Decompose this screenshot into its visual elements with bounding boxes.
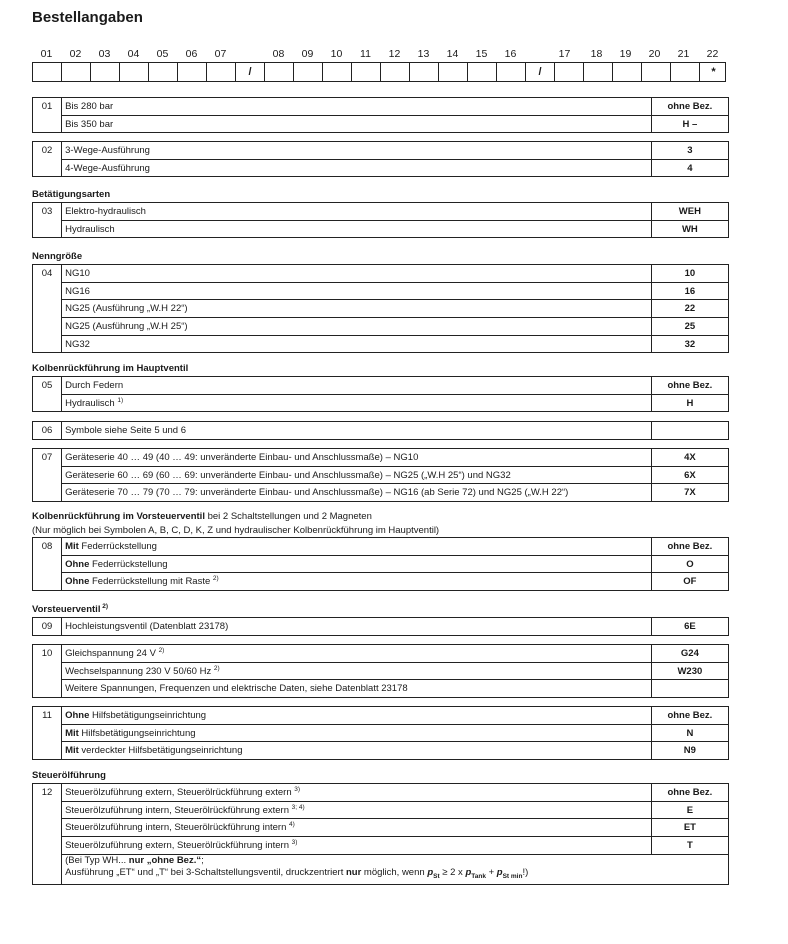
code-position-10: 10 (330, 48, 343, 60)
option-description: Wechselspannung 230 V 50/60 Hz $^{2)}$ (62, 662, 652, 680)
option-description: Hydraulisch (62, 220, 652, 238)
position-number: 02 (33, 142, 62, 177)
option-code: W230 (651, 662, 728, 680)
option-description: NG16 (62, 282, 652, 300)
code-position-19: 19 (619, 48, 632, 60)
code-box (294, 63, 323, 81)
option-table-08 (32, 537, 729, 591)
option-code: 16 (651, 282, 728, 300)
option-code (651, 422, 728, 440)
table-row (33, 318, 729, 336)
option-description: NG25 (Ausführung „W.H 22“) (62, 300, 652, 318)
option-code: O (651, 555, 728, 573)
code-box (613, 63, 642, 81)
position-number: 11 (33, 707, 62, 760)
table-row (33, 645, 729, 663)
code-box (178, 63, 207, 81)
option-description: Mit Hilfsbetätigungseinrichtung (62, 724, 652, 742)
option-code: E (651, 801, 728, 819)
option-description: Bis 350 bar (62, 115, 652, 133)
code-box (468, 63, 497, 81)
option-description: Steuerölzuführung extern, Steuerölrückführung intern $^{3)}$ (62, 837, 652, 855)
option-description: Geräteserie 60 … 69 (60 … 69: unveränderte Einbau- und Anschlussmaße) – NG25 („W.H 25“) und NG32 (62, 466, 652, 484)
code-position-09: 09 (301, 48, 314, 60)
section-heading: Steuerölführung (32, 770, 106, 781)
option-code: G24 (651, 645, 728, 663)
option-description: 3-Wege-Ausführung (62, 142, 652, 160)
option-description: Steuerölzuführung extern, Steuerölrückführung extern $^{3)}$ (62, 784, 652, 802)
code-box (642, 63, 671, 81)
table-row (33, 159, 729, 177)
section-heading: Kolbenrückführung im Hauptventil (32, 363, 189, 374)
table-row (33, 538, 729, 556)
option-code: ohne Bez. (651, 98, 728, 116)
position-number: 03 (33, 203, 62, 238)
table-row (33, 662, 729, 680)
option-description: Mit Federrückstellung (62, 538, 652, 556)
code-position-04: 04 (127, 48, 140, 60)
section-07 (32, 448, 729, 502)
section-note: (Nur möglich bei Symbolen A, B, C, D, K, Z und hydraulischer Kolbenrückführung im Hauptventil) (32, 525, 440, 536)
code-box: / (526, 63, 555, 81)
section-heading: Nenngröße (32, 251, 83, 262)
option-description: Mit verdeckter Hilfsbetätigungseinrichtung (62, 742, 652, 760)
option-description: Weitere Spannungen, Frequenzen und elektrische Daten, siehe Datenblatt 23178 (62, 680, 652, 698)
position-number: 10 (33, 645, 62, 698)
option-description: Geräteserie 70 … 79 (70 … 79: unveränderte Einbau- und Anschlussmaße) – NG16 (ab Serie 72) und NG25 („W.H 22“) (62, 484, 652, 502)
option-table-06 (32, 421, 729, 440)
table-row (33, 801, 729, 819)
section-heading: Betätigungsarten (32, 189, 111, 200)
option-code: 3 (651, 142, 728, 160)
table-row (33, 618, 729, 636)
option-code: 6E (651, 618, 728, 636)
table-row (33, 680, 729, 698)
option-code: 22 (651, 300, 728, 318)
table-row (33, 142, 729, 160)
table-row (33, 484, 729, 502)
option-code: ohne Bez. (651, 377, 728, 395)
option-code: ohne Bez. (651, 707, 728, 725)
section-heading: Vorsteuerventil $^{2)}$ (32, 602, 109, 615)
option-code: 6X (651, 466, 728, 484)
position-number: 05 (33, 377, 62, 412)
code-box (671, 63, 700, 81)
section-10 (32, 644, 729, 698)
code-box (352, 63, 381, 81)
code-position-15: 15 (475, 48, 488, 60)
table-row (33, 335, 729, 353)
option-code: N9 (651, 742, 728, 760)
table-row (33, 724, 729, 742)
table-row (33, 282, 729, 300)
section-08 (32, 510, 729, 591)
position-number: 07 (33, 449, 62, 502)
section-heading: Kolbenrückführung im Vorsteuerventil bei 2 Schaltstellungen und 2 Magneten (32, 511, 372, 522)
option-code: 4 (651, 159, 728, 177)
option-description: Hydraulisch $^{1)}$ (62, 394, 652, 412)
option-code: H (651, 394, 728, 412)
position-number: 01 (33, 98, 62, 133)
option-description: Durch Federn (62, 377, 652, 395)
page-title: Bestellangaben (32, 9, 143, 26)
code-position-11: 11 (360, 48, 371, 60)
code-box (120, 63, 149, 81)
option-description: NG32 (62, 335, 652, 353)
option-description: Gleichspannung 24 V $^{2)}$ (62, 645, 652, 663)
option-description: NG10 (62, 265, 652, 283)
table-row (33, 98, 729, 116)
option-description: 4-Wege-Ausführung (62, 159, 652, 177)
code-position-16: 16 (504, 48, 517, 60)
table-row (33, 265, 729, 283)
option-code: ET (651, 819, 728, 837)
option-code: 32 (651, 335, 728, 353)
table-row (33, 819, 729, 837)
section-06 (32, 421, 729, 440)
option-code: ohne Bez. (651, 784, 728, 802)
table-row (33, 377, 729, 395)
table-row (33, 837, 729, 855)
section-12 (32, 769, 729, 885)
code-position-06: 06 (185, 48, 198, 60)
position-number: 08 (33, 538, 62, 591)
option-table-04 (32, 264, 729, 353)
code-position-01: 01 (40, 48, 53, 60)
option-description: Ohne Federrückstellung mit Raste $^{2)}$ (62, 573, 652, 591)
code-box (323, 63, 352, 81)
option-table-03 (32, 202, 729, 238)
option-description: Ohne Hilfsbetätigungseinrichtung (62, 707, 652, 725)
table-row (33, 742, 729, 760)
option-table-10 (32, 644, 729, 698)
code-box (555, 63, 584, 81)
code-position-08: 08 (272, 48, 285, 60)
code-position-05: 05 (156, 48, 169, 60)
option-code: WEH (651, 203, 728, 221)
option-code: 7X (651, 484, 728, 502)
section-09 (32, 603, 729, 636)
table-row (33, 466, 729, 484)
code-box (439, 63, 468, 81)
option-description: Elektro-hydraulisch (62, 203, 652, 221)
section-05 (32, 362, 729, 412)
option-code: T (651, 837, 728, 855)
section-02 (32, 141, 729, 177)
option-description: Steuerölzuführung intern, Steuerölrückführung intern $^{4)}$ (62, 819, 652, 837)
option-description: Geräteserie 40 … 49 (40 … 49: unveränderte Einbau- und Anschlussmaße) – NG10 (62, 449, 652, 467)
footnote-cell: (Bei Typ WH... nur „ohne Bez.“; Ausführung „ET“ und „T“ bei 3-Schaltstellungsventil, druckzentriert nur möglich, wenn $p_{St} \ge 2$ x $p_{Tank} + p_{St min}$!) (62, 854, 729, 884)
code-position-13: 13 (417, 48, 430, 60)
option-description: Symbole siehe Seite 5 und 6 (62, 422, 652, 440)
option-code: 10 (651, 265, 728, 283)
code-position-12: 12 (388, 48, 401, 60)
table-row (33, 115, 729, 133)
option-description: Bis 280 bar (62, 98, 652, 116)
option-code: OF (651, 573, 728, 591)
table-row (33, 422, 729, 440)
code-box (91, 63, 120, 81)
option-table-11 (32, 706, 729, 760)
code-position-21: 21 (677, 48, 690, 60)
table-row (33, 203, 729, 221)
option-code (651, 680, 728, 698)
option-code: H – (651, 115, 728, 133)
code-box (410, 63, 439, 81)
option-code: N (651, 724, 728, 742)
code-position-14: 14 (446, 48, 459, 60)
code-box: / (236, 63, 265, 81)
table-row (33, 573, 729, 591)
code-box (265, 63, 294, 81)
position-number: 04 (33, 265, 62, 353)
option-description: Ohne Federrückstellung (62, 555, 652, 573)
option-description: NG25 (Ausführung „W.H 25“) (62, 318, 652, 336)
code-box: * (711, 66, 716, 78)
option-description: Hochleistungsventil (Datenblatt 23178) (62, 618, 652, 636)
option-table-02 (32, 141, 729, 177)
option-table-01 (32, 97, 729, 133)
code-box (149, 63, 178, 81)
code-position-07: 07 (214, 48, 227, 60)
code-box (381, 63, 410, 81)
table-row (33, 300, 729, 318)
code-box (584, 63, 613, 81)
code-box (497, 63, 526, 81)
code-position-03: 03 (98, 48, 111, 60)
option-description: Steuerölzuführung intern, Steuerölrückführung extern $^{3; 4)}$ (62, 801, 652, 819)
table-row (33, 449, 729, 467)
code-position-numbers (32, 48, 726, 62)
code-box (62, 63, 91, 81)
code-position-18: 18 (590, 48, 603, 60)
position-number: 06 (33, 422, 62, 440)
section-04 (32, 250, 729, 353)
option-code: WH (651, 220, 728, 238)
table-row (33, 854, 729, 884)
code-box (33, 63, 62, 81)
option-code: 25 (651, 318, 728, 336)
position-number: 09 (33, 618, 62, 636)
option-table-09 (32, 617, 729, 636)
option-table-05 (32, 376, 729, 412)
section-03 (32, 188, 729, 238)
option-table-07 (32, 448, 729, 502)
code-position-20: 20 (648, 48, 661, 60)
table-row (33, 394, 729, 412)
code-box (207, 63, 236, 81)
section-01 (32, 97, 729, 133)
position-number: 12 (33, 784, 62, 885)
section-11 (32, 706, 729, 760)
option-table-12 (32, 783, 729, 885)
option-code: 4X (651, 449, 728, 467)
table-row (33, 220, 729, 238)
table-row (33, 784, 729, 802)
code-position-17: 17 (558, 48, 571, 60)
order-code-boxes (32, 62, 726, 82)
code-position-02: 02 (69, 48, 82, 60)
code-position-22: 22 (706, 48, 719, 60)
table-row (33, 555, 729, 573)
option-code: ohne Bez. (651, 538, 728, 556)
table-row (33, 707, 729, 725)
